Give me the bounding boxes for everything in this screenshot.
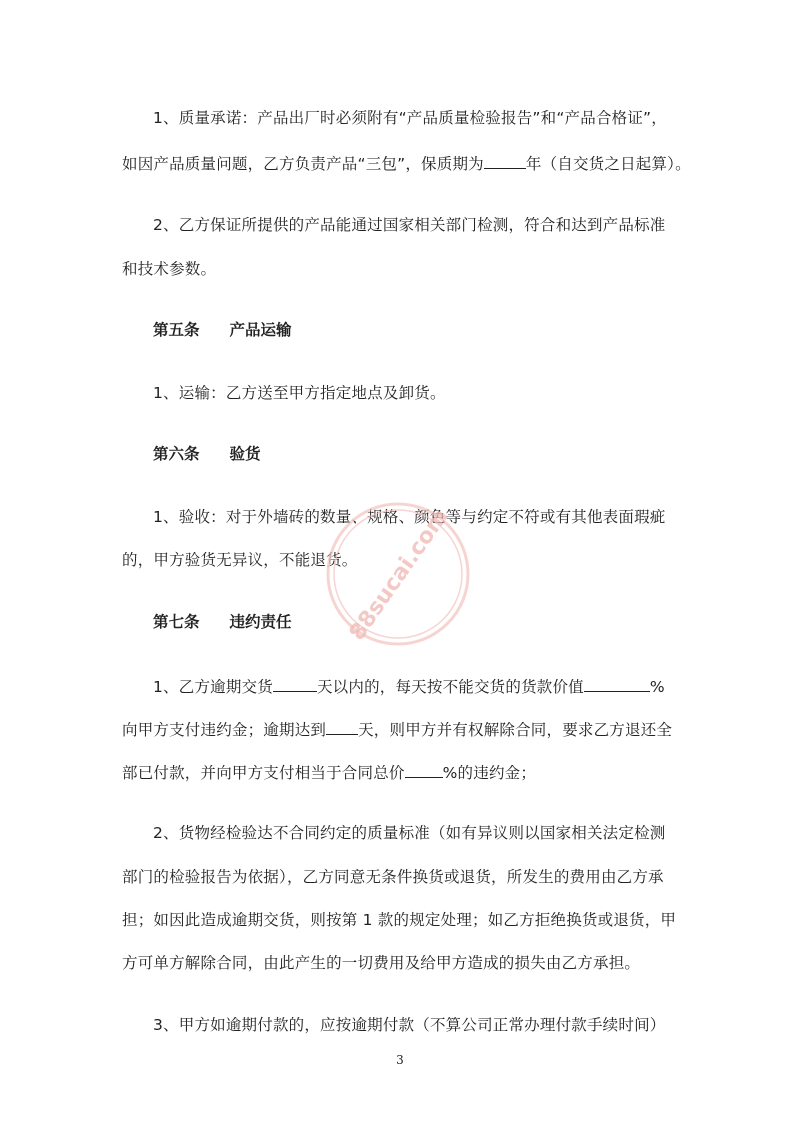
quality-clause-1-text-b: 年（自交货之日起算）。 <box>525 155 691 173</box>
late-delivery-days-blank[interactable] <box>273 675 317 692</box>
article-7-heading <box>153 612 292 632</box>
article-6-clause-1-line-1: 1、验收：对于外墙砖的数量、规格、颜色等与约定不符或有其他表面瑕疵 <box>153 508 666 526</box>
article-7-clause-1-line-3 <box>122 761 682 783</box>
article-7-title: 违约责任 <box>229 613 292 631</box>
article-7-clause-1-line-1 <box>153 675 683 697</box>
quality-clause-1-line-1: 1、质量承诺：产品出厂时必须附有“产品质量检验报告”和“产品合格证”， <box>153 109 667 127</box>
quality-clause-2-line-1: 2、乙方保证所提供的产品能通过国家相关部门检测，符合和达到产品标准 <box>153 216 666 234</box>
article-7-clause-2-line-3: 担；如因此造成逾期交货，则按第 1 款的规定处理；如乙方拒绝换货或退货，甲 <box>122 911 677 929</box>
page-number: 3 <box>396 1053 404 1067</box>
quality-clause-2-line-2: 和技术参数。 <box>122 260 217 278</box>
watermark-stamp <box>318 494 478 654</box>
warranty-years-blank[interactable] <box>484 152 526 169</box>
article-7-clause-1-text-b: 天以内的，每天按不能交货的货款价值 <box>316 678 584 696</box>
article-5-title: 产品运输 <box>229 321 292 339</box>
watermark-text: 88sucai.com <box>344 504 454 646</box>
article-7-clause-1-text-a: 1、乙方逾期交货 <box>153 678 273 696</box>
article-7-clause-3-line-1: 3、甲方如逾期付款的，应按逾期付款（不算公司正常办理付款手续时间） <box>153 1016 666 1034</box>
article-5-number: 第五条 <box>153 321 200 339</box>
termination-days-blank[interactable] <box>326 718 358 735</box>
article-7-clause-1-text-g: %的违约金； <box>442 764 537 782</box>
quality-clause-1-text-a: 如因产品质量问题，乙方负责产品“三包”，保质期为 <box>122 155 484 173</box>
article-7-clause-1-text-c: % <box>649 678 665 696</box>
article-7-clause-1-text-f: 部已付款，并向甲方支付相当于合同总价 <box>122 764 405 782</box>
article-7-clause-2-line-4: 方可单方解除合同，由此产生的一切费用及给甲方造成的损失由乙方承担。 <box>122 954 641 972</box>
article-7-number: 第七条 <box>153 613 200 631</box>
article-7-clause-1-text-d: 向甲方支付违约金；逾期达到 <box>122 721 327 739</box>
daily-penalty-percent-blank[interactable] <box>584 675 650 692</box>
quality-clause-1-line-2 <box>122 152 691 174</box>
article-7-clause-1-line-2 <box>122 718 682 740</box>
article-7-clause-2-line-1: 2、货物经检验达不合同约定的质量标准（如有异议则以国家相关法定检测 <box>153 824 666 842</box>
article-6-number: 第六条 <box>153 445 200 463</box>
article-6-title: 验货 <box>229 445 261 463</box>
article-5-heading <box>153 320 292 340</box>
article-6-clause-1-line-2: 的，甲方验货无异议，不能退货。 <box>122 551 358 569</box>
article-7-clause-2-line-2: 部门的检验报告为依据），乙方同意无条件换货或退货，所发生的费用由乙方承 <box>122 868 664 886</box>
article-6-heading <box>153 444 261 464</box>
article-7-clause-1-text-e: 天，则甲方并有权解除合同，要求乙方退还全 <box>358 721 673 739</box>
article-5-clause-1: 1、运输：乙方送至甲方指定地点及卸货。 <box>153 384 446 402</box>
total-penalty-percent-blank[interactable] <box>405 761 443 778</box>
